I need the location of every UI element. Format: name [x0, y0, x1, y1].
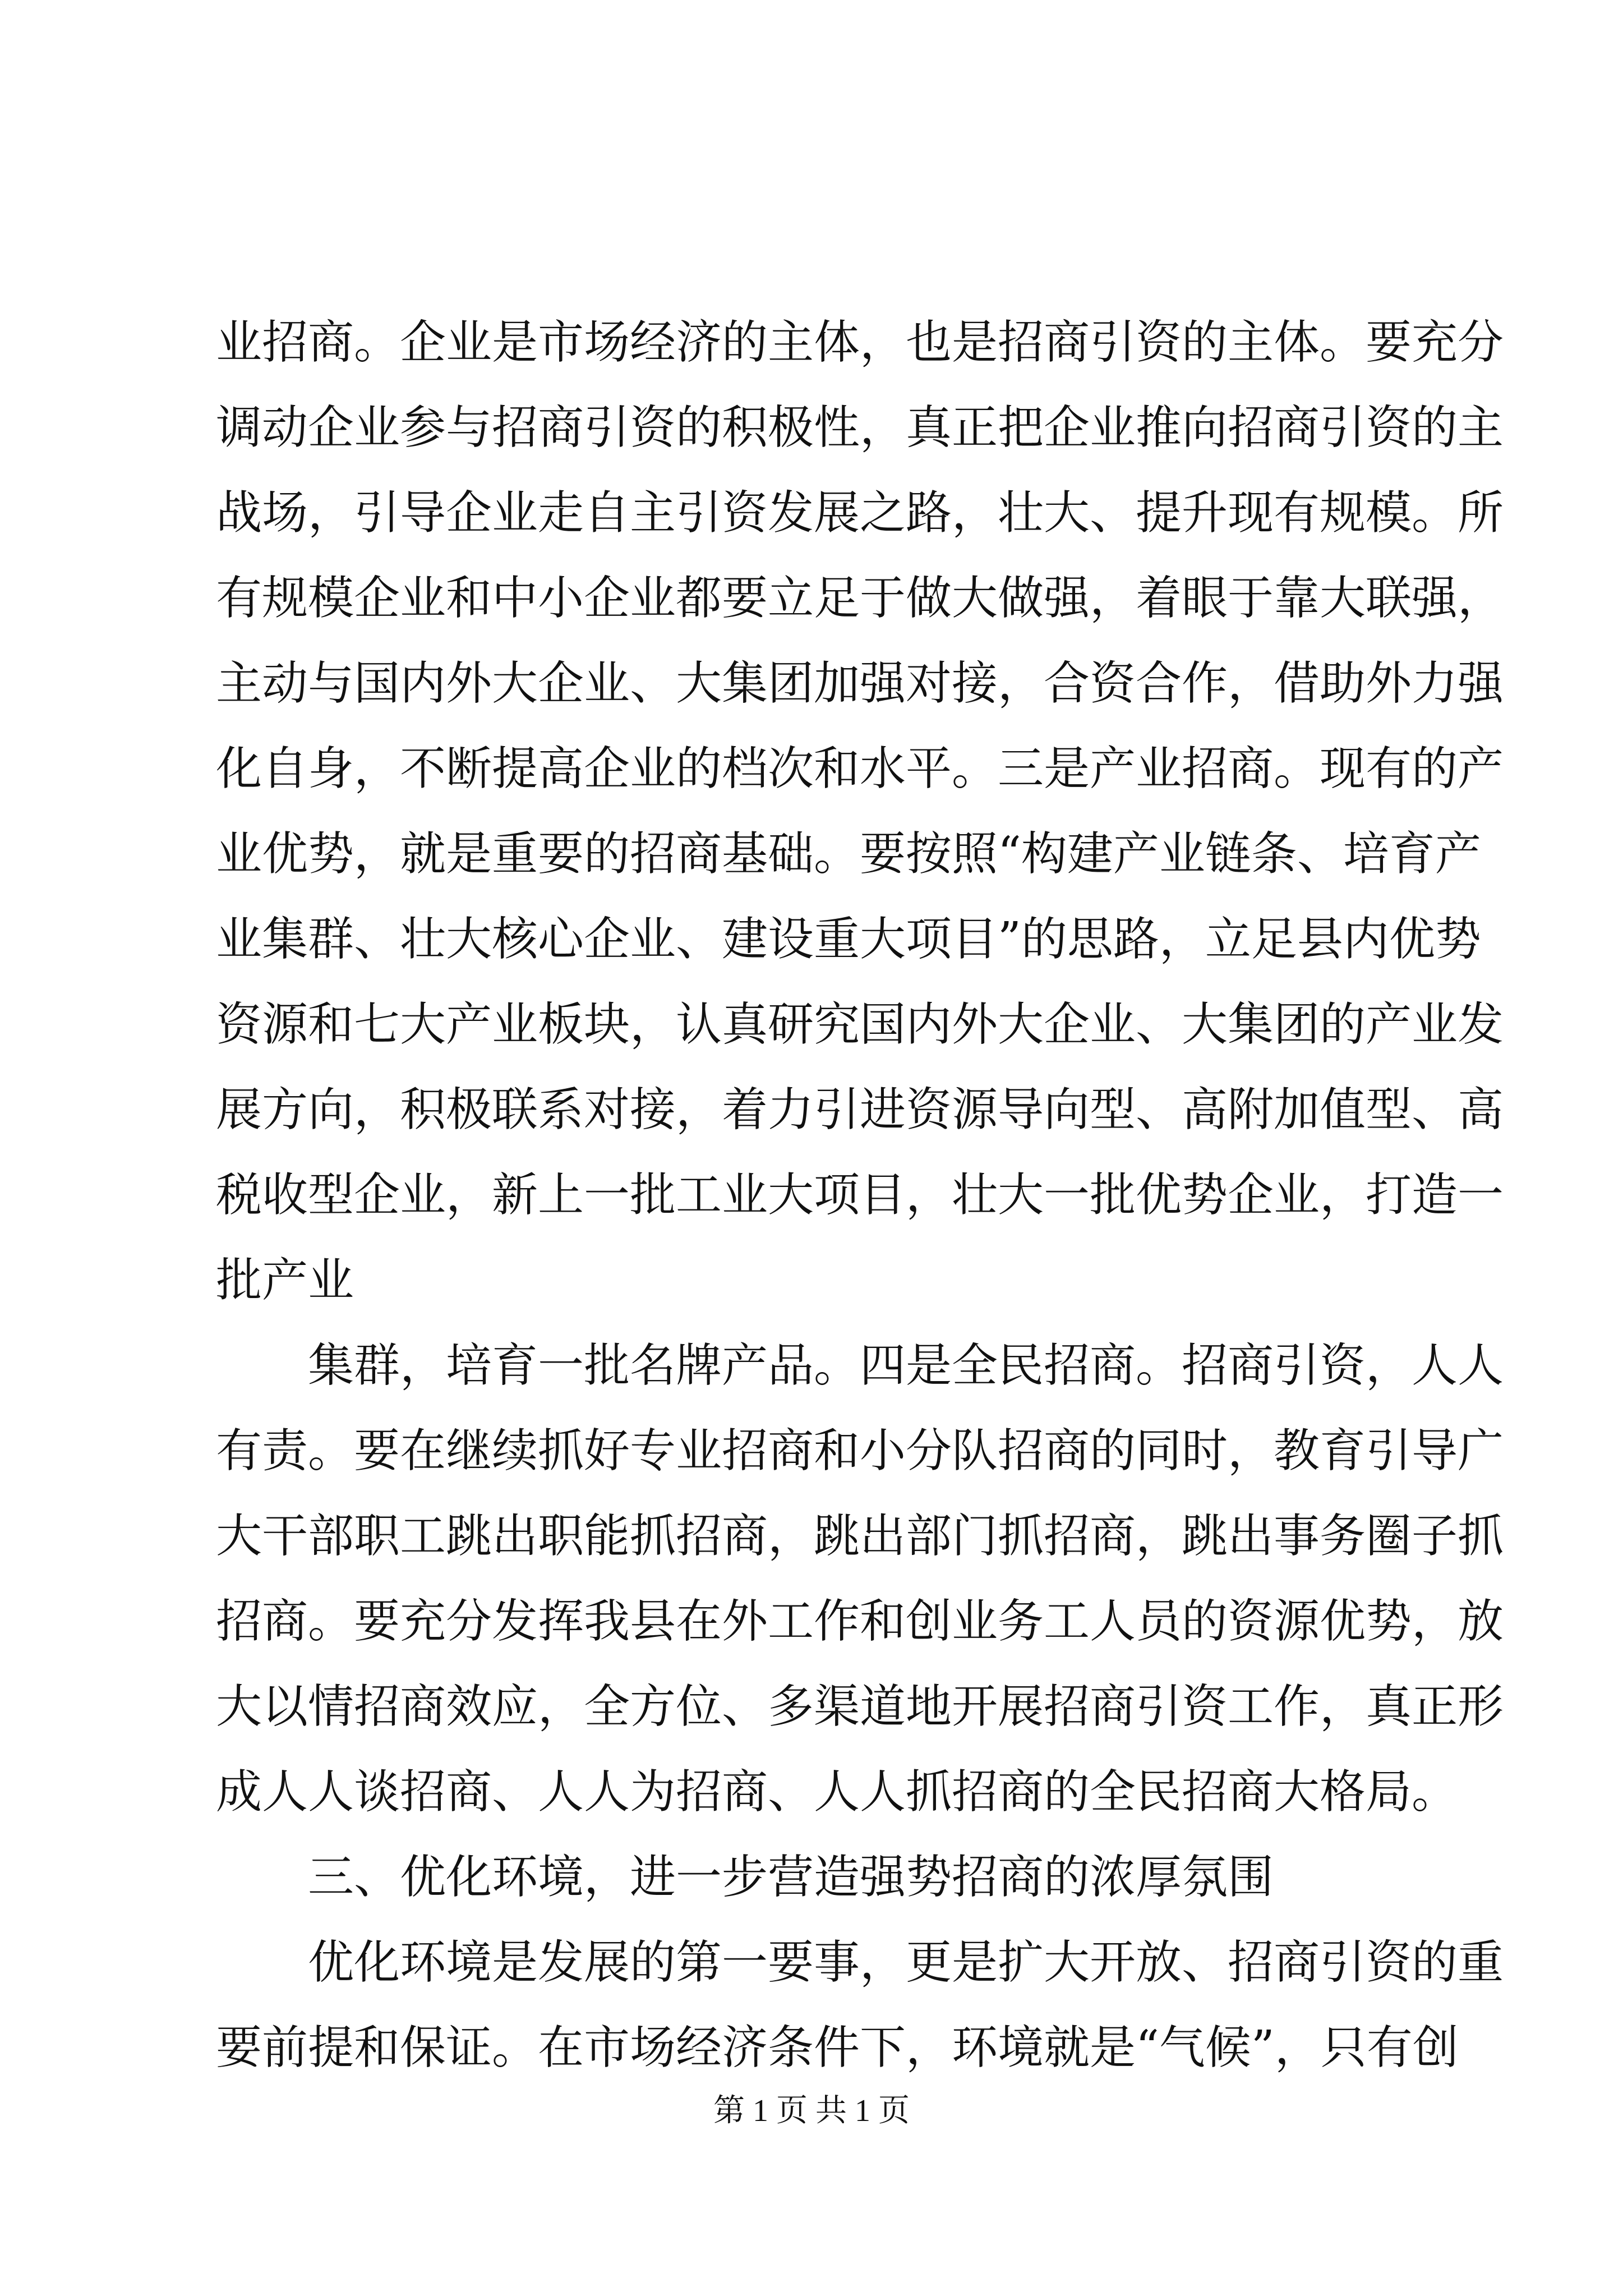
- text-line: 批产业: [216, 1254, 354, 1307]
- text-line: 大干部职工跳出职能抓招商，跳出部门抓招商，跳出事务圈子抓: [216, 1510, 1504, 1563]
- text-line: 有规模企业和中小企业都要立足于做大做强，着眼于靠大联强，: [216, 572, 1504, 625]
- text-line: 要前提和保证。在市场经济条件下，环境就是“气候”，只有创: [216, 2021, 1459, 2074]
- text-line: 调动企业参与招商引资的积极性，真正把企业推向招商引资的主: [216, 401, 1504, 454]
- text-line: 展方向，积极联系对接，着力引进资源导向型、高附加值型、高: [216, 1083, 1504, 1137]
- page-footer: 第 1 页 共 1 页: [713, 2093, 910, 2128]
- text-line: 招商。要充分发挥我县在外工作和创业务工人员的资源优势，放: [216, 1595, 1504, 1648]
- text-line: 有责。要在继续抓好专业招商和小分队招商的同时，教育引导广: [216, 1424, 1504, 1478]
- text-line: 成人人谈招商、人人为招商、人人抓招商的全民招商大格局。: [216, 1765, 1458, 1819]
- body-text: [216, 300, 1504, 2091]
- text-line: 业优势，就是重要的招商基础。要按照“构建产业链条、培育产: [216, 827, 1481, 881]
- text-line: 业招商。企业是市场经济的主体，也是招商引资的主体。要充分: [216, 316, 1504, 369]
- text-line: 主动与国内外大企业、大集团加强对接，合资合作，借助外力强: [216, 657, 1504, 710]
- text-line: 资源和七大产业板块，认真研究国内外大企业、大集团的产业发: [216, 998, 1504, 1051]
- text-line: 业集群、壮大核心企业、建设重大项目”的思路，立足县内优势: [216, 913, 1481, 966]
- text-line: 化自身，不断提高企业的档次和水平。三是产业招商。现有的产: [216, 742, 1504, 795]
- paragraph-first-line: 优化环境是发展的第一要事，更是扩大开放、招商引资的重: [308, 1936, 1504, 1989]
- text-line: 大以情招商效应，全方位、多渠道地开展招商引资工作，真正形: [216, 1680, 1504, 1733]
- paragraph-first-line: 集群，培育一批名牌产品。四是全民招商。招商引资，人人: [308, 1339, 1504, 1392]
- text-line: 税收型企业，新上一批工业大项目，壮大一批优势企业，打造一: [216, 1168, 1504, 1222]
- section-heading: 三、优化环境，进一步营造强势招商的浓厚氛围: [308, 1851, 1274, 1904]
- text-line: 战场，引导企业走自主引资发展之路，壮大、提升现有规模。所: [216, 486, 1504, 540]
